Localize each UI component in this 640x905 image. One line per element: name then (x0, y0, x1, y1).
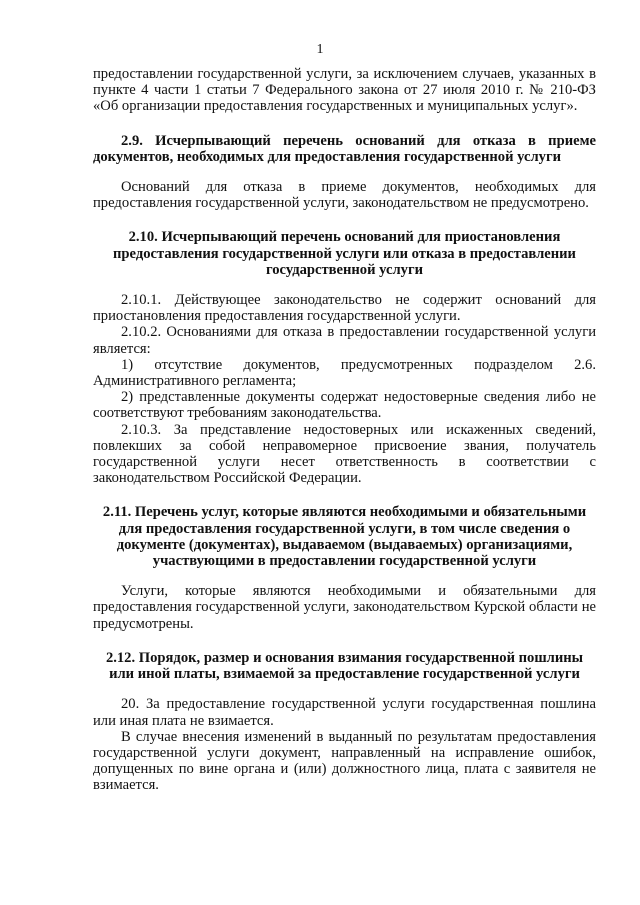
intro-paragraph: предоставлении государственной услуги, за исключением случаев, указанных в пункте 4 части 1 статьи 7 Федерального закона от 27 июля 2010 г. № 210-ФЗ «Об организации предоставления государственных и муниципальных услуг». (93, 66, 596, 115)
section-2-10-1: 2.10.1. Действующее законодательство не содержит оснований для приостановления предоставления государственной услуги. (93, 292, 596, 325)
section-2-10-3: 2.10.3. За представление недостоверных или искаженных сведений, повлекших за собой неправомерное присвоение звания, получатель государственной услуги несет ответственность в соответствии с законодательством Российской Федерации. (93, 421, 596, 487)
section-2-12-p1: 20. За предоставление государственной услуги государственная пошлина или иная плата не взимается. (93, 696, 596, 729)
section-2-12-p2: В случае внесения изменений в выданный по результатам предоставления государственной услуги документ, направленный на исправление ошибок, допущенных по вине органа и (или) должностного лица, плата с заявителя не взимается. (93, 728, 596, 794)
section-2-10-item-1: 1) отсутствие документов, предусмотренных подразделом 2.6. Административного регламента; (93, 356, 596, 390)
section-2-10-heading: 2.10. Исчерпывающий перечень оснований для приостановления предоставления государственной услуги или отказа в предоставлении государственной услуги (113, 229, 576, 278)
page-number: 1 (316, 42, 324, 57)
section-2-10-2: 2.10.2. Основаниями для отказа в предоставлении государственной услуги является: (93, 324, 596, 357)
section-2-12-heading: 2.12. Порядок, размер и основания взимания государственной пошлины или иной платы, взимаемой за предоставление государственной услуги (105, 649, 584, 683)
section-2-9-text: Оснований для отказа в приеме документов, необходимых для предоставления государственной услуги, законодательством не предусмотрено. (93, 179, 596, 212)
section-2-10-item-2: 2) представленные документы содержат недостоверные сведения либо не соответствуют требованиям законодательства. (93, 389, 596, 422)
section-2-11-heading: 2.11. Перечень услуг, которые являются необходимыми и обязательными для предоставления государственной услуги, в том числе сведения о документе (документах), выдаваемом (выдаваемых) организациями, участвующими в предоставлении государственной услуги (102, 504, 587, 570)
section-2-11-text: Услуги, которые являются необходимыми и обязательными для предоставления государственной услуги, законодательством Курской области не предусмотрены. (93, 583, 596, 632)
document-body (93, 66, 596, 794)
section-2-9-heading: 2.9. Исчерпывающий перечень оснований для отказа в приеме документов, необходимых для предоставления государственной услуги (93, 132, 596, 165)
